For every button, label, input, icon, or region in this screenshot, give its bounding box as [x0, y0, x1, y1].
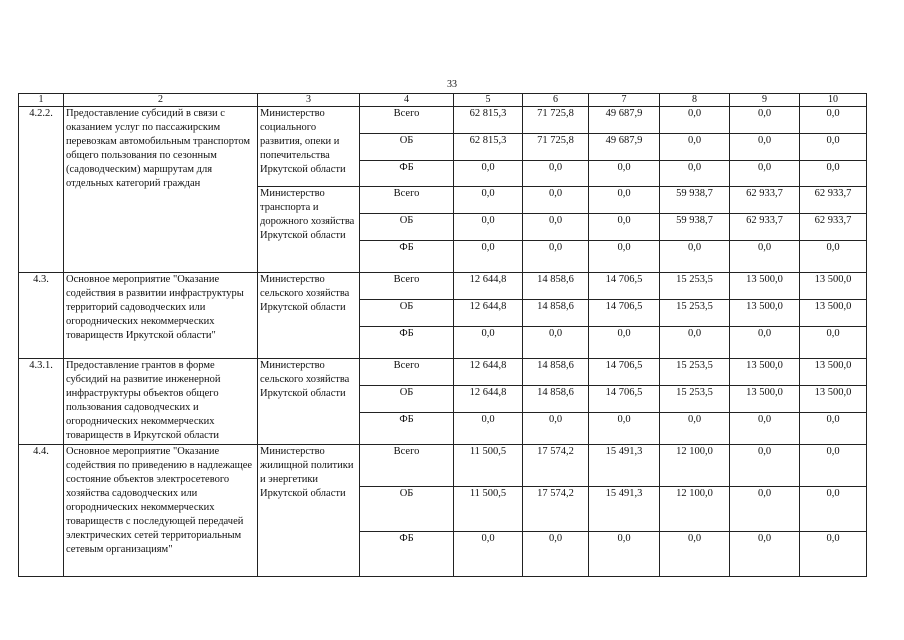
funding-source: ОБ: [360, 300, 454, 327]
row-executor: Министерство транспорта и дорожного хозяйства Иркутской области: [258, 187, 360, 273]
value-cell: 0,0: [589, 161, 660, 187]
value-cell: 14 706,5: [589, 300, 660, 327]
value-cell: 0,0: [589, 241, 660, 273]
value-cell: 0,0: [730, 445, 800, 487]
value-cell: 14 858,6: [523, 273, 589, 300]
value-cell: 49 687,9: [589, 107, 660, 134]
value-cell: 13 500,0: [800, 359, 867, 386]
value-cell: 0,0: [523, 214, 589, 241]
value-cell: 59 938,7: [660, 187, 730, 214]
row-executor: Министерство жилищной политики и энергетики Иркутской области: [258, 445, 360, 577]
value-cell: 17 574,2: [523, 487, 589, 532]
value-cell: 0,0: [660, 413, 730, 445]
value-cell: 71 725,8: [523, 107, 589, 134]
funding-source: Всего: [360, 107, 454, 134]
value-cell: 13 500,0: [730, 300, 800, 327]
value-cell: 12 644,8: [454, 359, 523, 386]
value-cell: 15 253,5: [660, 359, 730, 386]
column-header: 10: [800, 94, 867, 107]
value-cell: 59 938,7: [660, 214, 730, 241]
funding-source: ОБ: [360, 487, 454, 532]
value-cell: 71 725,8: [523, 134, 589, 161]
value-cell: 15 253,5: [660, 386, 730, 413]
value-cell: 49 687,9: [589, 134, 660, 161]
value-cell: 12 644,8: [454, 273, 523, 300]
value-cell: 14 858,6: [523, 300, 589, 327]
row-description: Основное мероприятие "Оказание содействия в развитии инфраструктуры территорий садоводческих или огороднических некоммерческих товариществ Иркутской области": [64, 273, 258, 359]
funding-source: ФБ: [360, 241, 454, 273]
value-cell: 0,0: [730, 241, 800, 273]
table-row: [19, 445, 867, 487]
value-cell: 0,0: [730, 413, 800, 445]
value-cell: 0,0: [730, 487, 800, 532]
row-description: Предоставление субсидий в связи с оказанием услуг по пассажирским перевозкам автомобильным транспортом общего пользования по сезонным (садоводческим) маршрутам для отдельных категорий граждан: [64, 107, 258, 273]
value-cell: 0,0: [730, 532, 800, 577]
value-cell: 12 100,0: [660, 445, 730, 487]
value-cell: 12 100,0: [660, 487, 730, 532]
row-description: Предоставление грантов в форме субсидий на развитие инженерной инфраструктуры объектов общего пользования садоводческих и огороднических некоммерческих товариществ в Иркутской области: [64, 359, 258, 445]
value-cell: 0,0: [660, 241, 730, 273]
value-cell: 14 858,6: [523, 386, 589, 413]
value-cell: 0,0: [730, 134, 800, 161]
funding-source: Всего: [360, 273, 454, 300]
funding-source: Всего: [360, 445, 454, 487]
funding-source: Всего: [360, 359, 454, 386]
value-cell: 0,0: [589, 532, 660, 577]
table-row: [19, 359, 867, 386]
value-cell: 13 500,0: [800, 273, 867, 300]
table-header-row: [19, 94, 867, 107]
value-cell: 0,0: [800, 161, 867, 187]
value-cell: 62 815,3: [454, 134, 523, 161]
row-code: 4.4.: [19, 445, 64, 577]
value-cell: 14 706,5: [589, 386, 660, 413]
row-executor: Министерство социального развития, опеки и попечительства Иркутской области: [258, 107, 360, 187]
table-row: [19, 273, 867, 300]
column-header: 5: [454, 94, 523, 107]
value-cell: 12 644,8: [454, 300, 523, 327]
value-cell: 0,0: [730, 107, 800, 134]
value-cell: 0,0: [454, 214, 523, 241]
value-cell: 0,0: [523, 413, 589, 445]
funding-source: ФБ: [360, 327, 454, 359]
value-cell: 0,0: [589, 327, 660, 359]
value-cell: 13 500,0: [730, 386, 800, 413]
value-cell: 14 706,5: [589, 359, 660, 386]
value-cell: 0,0: [454, 161, 523, 187]
column-header: 6: [523, 94, 589, 107]
value-cell: 62 933,7: [800, 187, 867, 214]
funding-source: ФБ: [360, 161, 454, 187]
column-header: 2: [64, 94, 258, 107]
value-cell: 0,0: [660, 161, 730, 187]
value-cell: 0,0: [454, 532, 523, 577]
value-cell: 13 500,0: [730, 273, 800, 300]
funding-source: ФБ: [360, 532, 454, 577]
value-cell: 0,0: [800, 487, 867, 532]
value-cell: 0,0: [730, 161, 800, 187]
value-cell: 15 491,3: [589, 487, 660, 532]
funding-source: ФБ: [360, 413, 454, 445]
value-cell: 13 500,0: [800, 300, 867, 327]
value-cell: 0,0: [730, 327, 800, 359]
value-cell: 0,0: [800, 107, 867, 134]
value-cell: 15 253,5: [660, 300, 730, 327]
value-cell: 15 253,5: [660, 273, 730, 300]
funding-source: Всего: [360, 187, 454, 214]
value-cell: 0,0: [523, 532, 589, 577]
row-executor: Министерство сельского хозяйства Иркутской области: [258, 273, 360, 359]
value-cell: 14 858,6: [523, 359, 589, 386]
value-cell: 0,0: [660, 532, 730, 577]
row-code: 4.3.: [19, 273, 64, 359]
value-cell: 0,0: [589, 187, 660, 214]
table-row: [19, 107, 867, 134]
value-cell: 0,0: [660, 327, 730, 359]
row-description: Основное мероприятие "Оказание содействия по приведению в надлежащее состояние объектов электросетевого хозяйства садоводческих или огороднических некоммерческих товариществ с последующей передачей электрических сетей территориальным сетевым организациям": [64, 445, 258, 577]
value-cell: 12 644,8: [454, 386, 523, 413]
value-cell: 0,0: [454, 241, 523, 273]
value-cell: 0,0: [589, 214, 660, 241]
value-cell: 0,0: [800, 413, 867, 445]
value-cell: 0,0: [523, 327, 589, 359]
value-cell: 0,0: [523, 161, 589, 187]
value-cell: 0,0: [800, 241, 867, 273]
value-cell: 0,0: [800, 327, 867, 359]
value-cell: 14 706,5: [589, 273, 660, 300]
funding-source: ОБ: [360, 214, 454, 241]
value-cell: 62 933,7: [800, 214, 867, 241]
value-cell: 0,0: [589, 413, 660, 445]
funding-source: ОБ: [360, 386, 454, 413]
value-cell: 17 574,2: [523, 445, 589, 487]
row-executor: Министерство сельского хозяйства Иркутской области: [258, 359, 360, 445]
value-cell: 0,0: [454, 187, 523, 214]
value-cell: 0,0: [454, 327, 523, 359]
value-cell: 0,0: [660, 107, 730, 134]
page-number: 33: [447, 79, 457, 90]
value-cell: 0,0: [523, 241, 589, 273]
value-cell: 0,0: [454, 413, 523, 445]
row-code: 4.3.1.: [19, 359, 64, 445]
value-cell: 15 491,3: [589, 445, 660, 487]
column-header: 1: [19, 94, 64, 107]
column-header: 9: [730, 94, 800, 107]
column-header: 4: [360, 94, 454, 107]
funding-source: ОБ: [360, 134, 454, 161]
row-code: 4.2.2.: [19, 107, 64, 273]
value-cell: 0,0: [800, 445, 867, 487]
value-cell: 11 500,5: [454, 487, 523, 532]
column-header: 8: [660, 94, 730, 107]
value-cell: 0,0: [660, 134, 730, 161]
value-cell: 62 933,7: [730, 214, 800, 241]
value-cell: 0,0: [800, 134, 867, 161]
value-cell: 13 500,0: [730, 359, 800, 386]
value-cell: 62 933,7: [730, 187, 800, 214]
column-header: 3: [258, 94, 360, 107]
value-cell: 62 815,3: [454, 107, 523, 134]
budget-table: [18, 93, 867, 577]
column-header: 7: [589, 94, 660, 107]
value-cell: 11 500,5: [454, 445, 523, 487]
value-cell: 0,0: [523, 187, 589, 214]
value-cell: 13 500,0: [800, 386, 867, 413]
value-cell: 0,0: [800, 532, 867, 577]
